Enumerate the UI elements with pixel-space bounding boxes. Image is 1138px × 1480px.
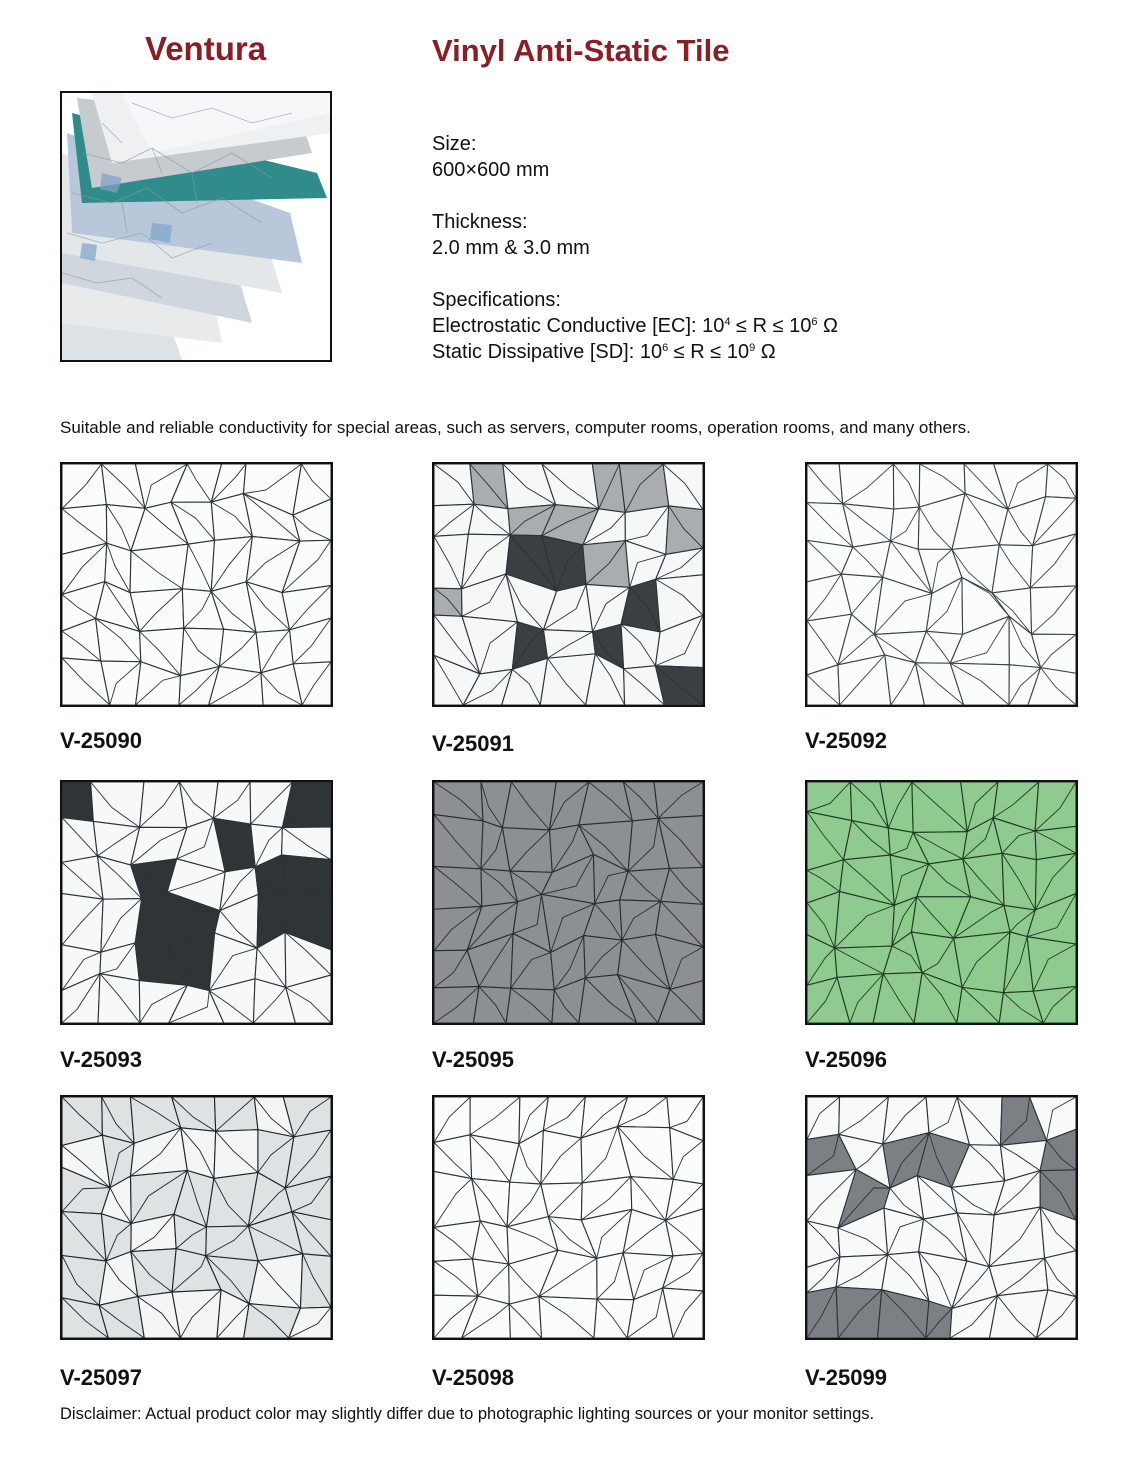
tile-chip (807, 1097, 840, 1139)
swatch-code: V-25095 (432, 1047, 514, 1072)
tile-chip (282, 855, 331, 893)
sd-exp-high: 9 (749, 342, 756, 354)
sd-mid: ≤ R ≤ 10 (668, 341, 750, 363)
tile-chip (182, 540, 214, 591)
size-label: Size: (432, 133, 477, 155)
tile-chip (1027, 937, 1076, 992)
swatch-code: V-25096 (805, 1047, 887, 1072)
thickness-value: 2.0 mm & 3.0 mm (432, 237, 590, 259)
tile-chip (434, 588, 462, 616)
fanned-tile-samples-illustration (62, 93, 330, 360)
swatch-code: V-25099 (805, 1365, 887, 1390)
specifications-group (432, 287, 838, 365)
swatch-image (432, 462, 705, 707)
tile-chip (130, 544, 188, 593)
ec-prefix: Electrostatic Conductive [EC]: 10 (432, 315, 725, 337)
tile-chip (1035, 782, 1076, 831)
swatch-code: V-25090 (60, 728, 142, 753)
tile-chip (663, 464, 703, 510)
tile-chip (621, 624, 660, 668)
tile-texture (434, 1097, 703, 1338)
tile-texture (434, 782, 703, 1023)
tile-texture (807, 1097, 1076, 1338)
thickness-label: Thickness: (432, 211, 528, 233)
product-sample-image (60, 91, 332, 362)
tile-chip (1030, 586, 1076, 635)
tile-chip (954, 932, 1010, 993)
tile-chip (91, 782, 144, 827)
swatch-image (805, 462, 1078, 707)
swatch-code: V-25097 (60, 1365, 142, 1390)
swatch-image (432, 780, 705, 1025)
swatch-image (60, 1095, 333, 1340)
thickness-group (432, 209, 838, 261)
tile-chip (844, 821, 891, 860)
tile-chip (992, 545, 1033, 593)
tile-chip (434, 866, 482, 909)
swatch-image (805, 780, 1078, 1025)
tile-chip (539, 1297, 597, 1338)
tile-chip (509, 1297, 541, 1338)
swatch-image (805, 1095, 1078, 1340)
sd-spec (432, 339, 838, 365)
tile-chip (893, 464, 919, 509)
swatch-image (60, 462, 333, 707)
spec-block (432, 131, 838, 365)
sd-exp-low: 6 (662, 342, 669, 354)
tile-chip (62, 894, 103, 953)
tile-chip (836, 1287, 882, 1338)
tile-texture (807, 464, 1076, 705)
brand-name: Ventura (145, 30, 267, 67)
size-group (432, 131, 838, 183)
tile-texture (62, 782, 331, 1023)
swatch-code: V-25093 (60, 1047, 142, 1072)
tile-texture (807, 782, 1076, 1023)
tile-chip (654, 782, 703, 818)
tile-chip (62, 1256, 106, 1306)
ec-mid: ≤ R ≤ 10 (730, 315, 812, 337)
tile-chip (98, 974, 140, 1023)
tile-chip (1046, 464, 1076, 498)
tile-chip (219, 629, 261, 673)
tile-chip (584, 936, 622, 978)
ec-exp-high: 6 (811, 316, 818, 328)
sd-prefix: Static Dissipative [SD]: 10 (432, 341, 663, 363)
tile-chip (666, 506, 703, 554)
tile-texture (62, 464, 331, 705)
tile-chip (473, 987, 510, 1023)
tile-chip (62, 818, 97, 863)
tile-chip (619, 464, 668, 512)
size-value: 600×600 mm (432, 159, 550, 181)
tile-chip (434, 464, 474, 506)
specifications-label: Specifications: (432, 289, 561, 311)
ec-exp-low: 4 (724, 316, 731, 328)
tile-texture (62, 1097, 331, 1338)
tile-chip (434, 987, 479, 1023)
tile-chip (926, 1301, 952, 1338)
tile-chip (213, 782, 250, 824)
swatch-image (60, 780, 333, 1025)
disclaimer: Disclaimer: Actual product color may slightly differ due to photographic lighting sources or your monitor settings. (60, 1405, 875, 1423)
swatch-image (432, 1095, 705, 1340)
tile-chip (506, 988, 554, 1023)
tile-texture (434, 464, 703, 705)
swatch-code: V-25092 (805, 728, 887, 753)
tile-chip (620, 900, 661, 940)
tile-chip (434, 815, 483, 869)
tile-chip (989, 1207, 1044, 1267)
sd-suffix: Ω (755, 341, 776, 363)
tile-chip (131, 1249, 176, 1297)
swatch-code: V-25091 (432, 731, 514, 756)
ec-spec (432, 313, 838, 339)
tile-chip (62, 856, 103, 899)
ec-suffix: Ω (817, 315, 838, 337)
product-title: Vinyl Anti-Static Tile (432, 33, 730, 68)
tagline: Suitable and reliable conductivity for special areas, such as servers, computer rooms, operation rooms, and many others. (60, 418, 971, 437)
tile-chip (957, 987, 1004, 1023)
swatch-code: V-25098 (432, 1365, 514, 1390)
tile-chip (579, 782, 633, 825)
